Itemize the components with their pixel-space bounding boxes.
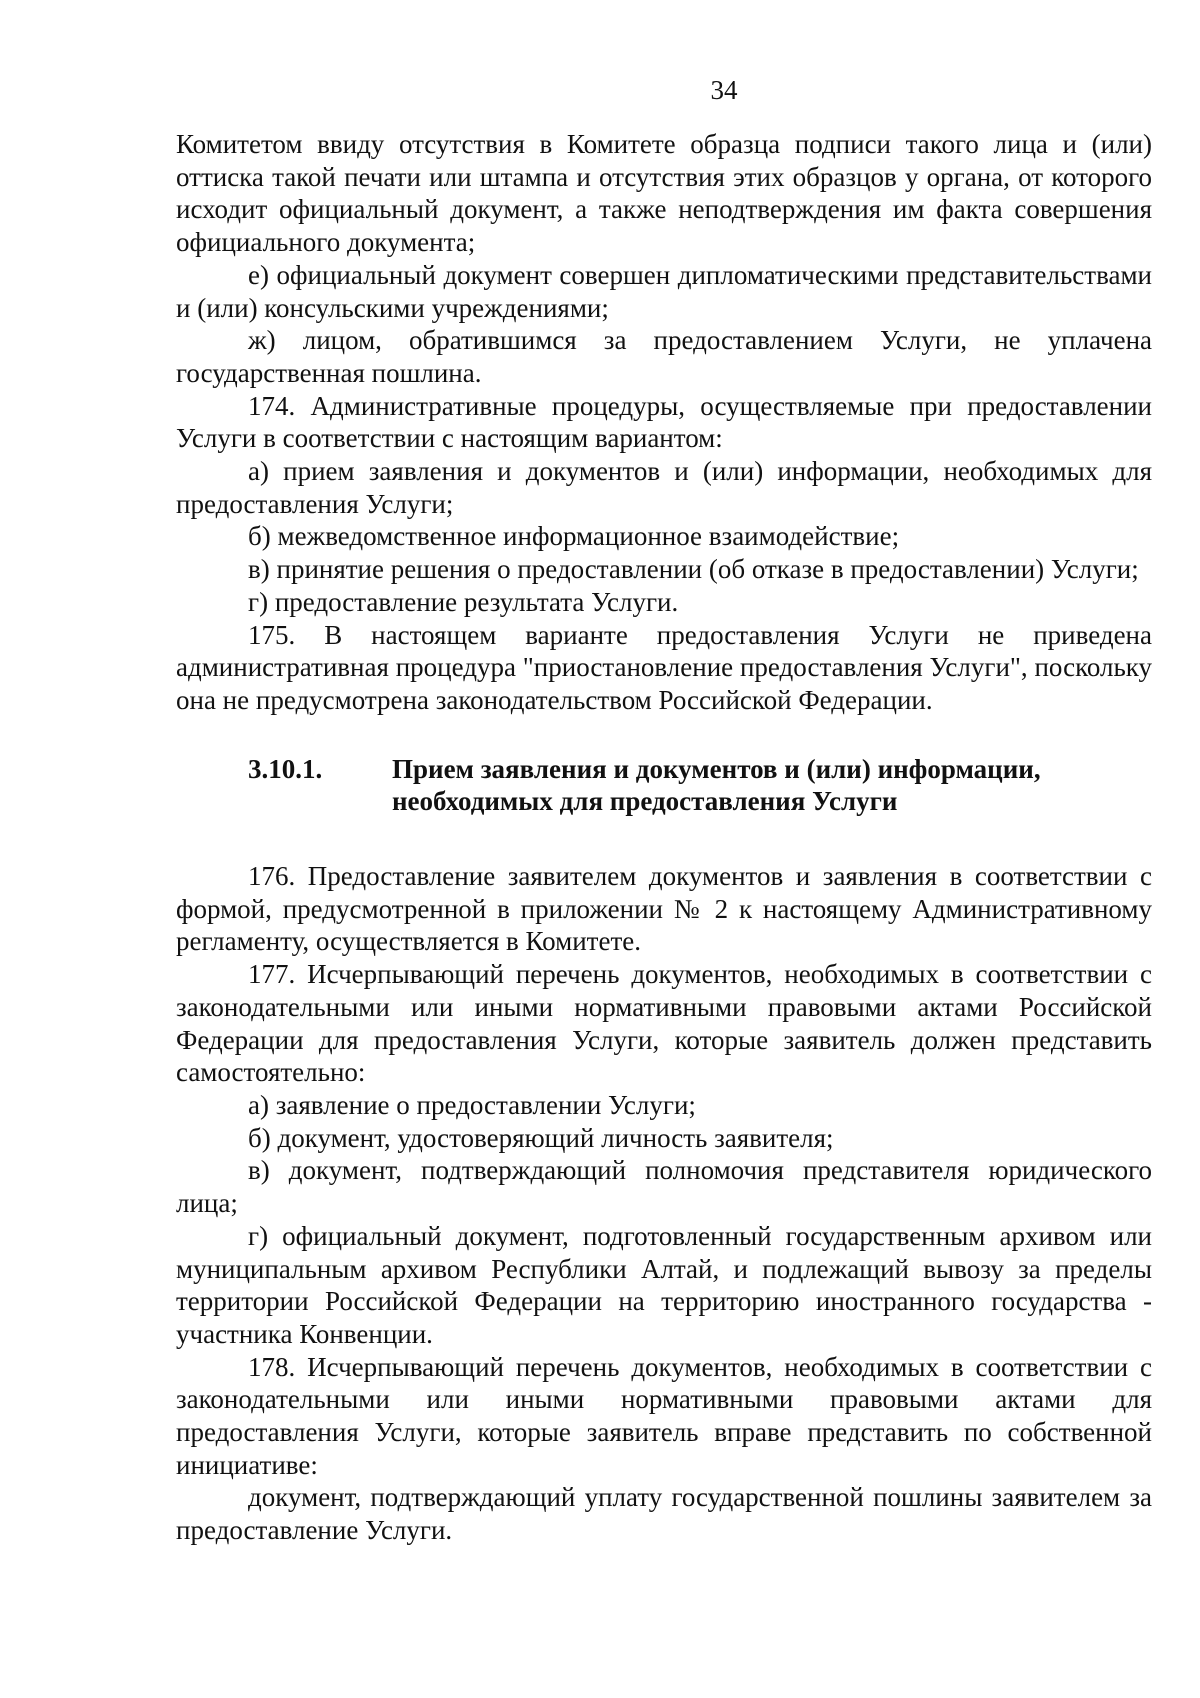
section-heading bbox=[176, 753, 1152, 818]
paragraph-176: 176. Предоставление заявителем документов и заявления в соответствии с формой, предусмотренной в приложении № 2 к настоящему Административному регламенту, осуществляется в Комитете. bbox=[176, 861, 1152, 957]
paragraph-178: 178. Исчерпывающий перечень документов, необходимых в соответствии с законодательными или иными нормативными правовыми актами для предоставления Услуги, которые заявитель вправе представить по собственной инициативе: bbox=[176, 1351, 1152, 1480]
list-item-e: е) официальный документ совершен дипломатическими представительствами и (или) консульскими учреждениями; bbox=[176, 259, 1152, 323]
paragraph-177: 177. Исчерпывающий перечень документов, необходимых в соответствии с законодательными или иными нормативными правовыми актами Российской Федерации для предоставления Услуги, которые заявитель должен представить самостоятельно: bbox=[176, 959, 1152, 1088]
list-item-zh: ж) лицом, обратившимся за предоставлением Услуги, не уплачена государственная пошлина. bbox=[176, 325, 1152, 388]
list-item-a: а) прием заявления и документов и (или) информации, необходимых для предоставления Услуги; bbox=[176, 456, 1152, 519]
list-item-a: а) заявление о предоставлении Услуги; bbox=[248, 1089, 696, 1120]
paragraph-174: 174. Административные процедуры, осуществляемые при предоставлении Услуги в соответствии с настоящим вариантом: bbox=[176, 390, 1152, 454]
list-item-g: г) официальный документ, подготовленный государственным архивом или муниципальным архивом Республики Алтай, и подлежащий вывозу за пределы территории Российской Федерации на территорию иностранного государства - участника Конвенции. bbox=[176, 1220, 1152, 1349]
list-item-v: в) документ, подтверждающий полномочия представителя юридического лица; bbox=[176, 1155, 1152, 1219]
section-title bbox=[392, 753, 1082, 818]
page-number: 34 bbox=[710, 75, 738, 105]
list-item-b: б) межведомственное информационное взаимодействие; bbox=[248, 521, 900, 552]
list-item-b: б) документ, удостоверяющий личность заявителя; bbox=[248, 1122, 834, 1153]
section-title-line-2: необходимых для предоставления Услуги bbox=[392, 786, 898, 817]
section-title-line-1: Прием заявления и документов и (или) информации, bbox=[392, 753, 1041, 784]
paragraph-continuation: Комитетом ввиду отсутствия в Комитете образца подписи такого лица и (или) оттиска такой печати или штампа и отсутствия этих образцов у органа, от которого исходит официальный документ, а также неподтверждения им факта совершения официального документа; bbox=[176, 129, 1152, 258]
list-item-g: г) предоставление результата Услуги. bbox=[248, 586, 679, 617]
list-item-v: в) принятие решения о предоставлении (об отказе в предоставлении) Услуги; bbox=[248, 554, 1139, 585]
paragraph-175: 175. В настоящем варианте предоставления Услуги не приведена административная процедура "приостановление предоставления Услуги", поскольку она не предусмотрена законодательством Российской Федерации. bbox=[176, 619, 1152, 715]
document-body bbox=[176, 128, 1152, 1547]
section-number: 3.10.1. bbox=[248, 753, 323, 784]
paragraph-178-item: документ, подтверждающий уплату государственной пошлины заявителем за предоставление Услуги. bbox=[176, 1482, 1152, 1546]
